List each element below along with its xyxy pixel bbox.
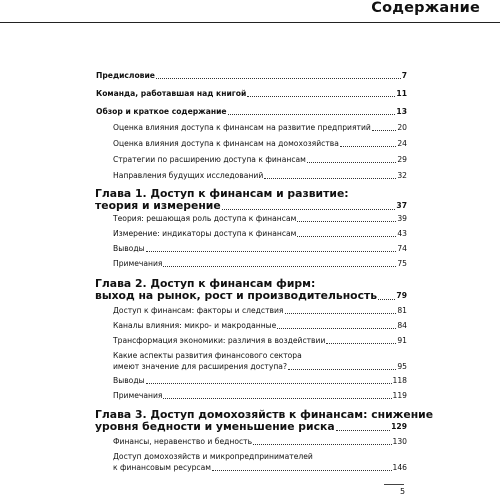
dot-leader	[372, 130, 396, 131]
toc-entry-page: 95	[397, 362, 407, 371]
toc-subentry	[113, 436, 407, 447]
toc-subentry	[113, 390, 407, 401]
toc-entry-page: 118	[392, 376, 407, 385]
footer-rule	[384, 484, 404, 485]
dot-leader	[247, 96, 395, 97]
toc-entry-label: Предисловие	[96, 71, 155, 80]
toc-chapter-3	[95, 408, 434, 433]
dot-leader	[277, 328, 396, 329]
toc-entry-page: 43	[397, 229, 407, 238]
toc-entry-label: Примечания	[113, 391, 163, 400]
page-title: Содержание	[371, 0, 480, 16]
toc-entry-page: 39	[397, 214, 407, 223]
dot-leader	[146, 251, 397, 252]
toc-entry-label: Выводы	[113, 244, 145, 253]
toc-entry-page: 29	[397, 155, 407, 164]
chapter-title-line1: Глава 2. Доступ к финансам фирм:	[95, 277, 316, 290]
toc-subentry	[113, 375, 407, 386]
toc-subentry	[113, 243, 407, 254]
toc-entry-page: 13	[396, 107, 407, 116]
toc-subentry	[113, 305, 407, 316]
chapter-page: 79	[396, 291, 407, 300]
chapter-title-line2: выход на рынок, рост и производительность	[95, 289, 378, 302]
chapter-page: 129	[391, 422, 407, 431]
toc-entry-page: 32	[397, 171, 407, 180]
toc-entry-label: Оценка влияния доступа к финансам на развитие предприятий	[113, 123, 371, 132]
chapter-page: 37	[396, 201, 407, 210]
chapter-title-line2: уровня бедности и уменьшение риска	[95, 420, 335, 433]
toc-entry-overview	[96, 106, 407, 117]
toc-entry-page: 146	[392, 463, 407, 472]
dot-leader	[288, 369, 396, 370]
dot-leader	[163, 266, 396, 267]
toc-subentry	[113, 170, 407, 181]
toc-entry-page: 11	[396, 89, 407, 98]
dot-leader	[156, 78, 401, 79]
toc-entry-page: 75	[397, 259, 407, 268]
toc-subentry	[113, 350, 407, 372]
toc-entry-page: 91	[397, 336, 407, 345]
toc-chapter-1	[95, 188, 407, 212]
dot-leader	[340, 146, 396, 147]
dot-leader	[163, 398, 391, 399]
toc-entry-label: Выводы	[113, 376, 145, 385]
toc-subentry	[113, 335, 407, 346]
toc-entry-label-cont: к финансовым ресурсам	[113, 463, 211, 472]
toc-entry-page: 130	[392, 437, 407, 446]
toc-entry-label: Команда, работавшая над книгой	[96, 89, 247, 98]
toc-entry-page: 119	[392, 391, 407, 400]
dot-leader	[297, 221, 396, 222]
toc-subentry	[113, 451, 407, 473]
chapter-title-line1: Глава 1. Доступ к финансам и развитие:	[95, 187, 349, 200]
dot-leader	[297, 236, 396, 237]
dot-leader	[228, 114, 396, 115]
dot-leader	[378, 299, 395, 300]
toc-entry-label: Каналы влияния: микро- и макроданные	[113, 321, 277, 330]
toc-entry-label: Доступ к финансам: факторы и следствия	[113, 306, 284, 315]
toc-entry-label: Трансформация экономики: различия в воздействии	[113, 336, 326, 345]
toc-chapter-2	[95, 278, 407, 302]
dot-leader	[212, 470, 392, 471]
toc-entry-label: Оценка влияния доступа к финансам на домохозяйства	[113, 139, 339, 148]
toc-entry-page: 24	[397, 139, 407, 148]
toc-entry-label-cont: имеют значение для расширения доступа?	[113, 362, 287, 371]
toc-subentry	[113, 154, 407, 165]
dot-leader	[307, 162, 396, 163]
dot-leader	[222, 209, 396, 210]
toc-subentry	[113, 122, 407, 133]
toc-entry-label: Теория: решающая роль доступа к финансам	[113, 214, 297, 223]
toc-entry-label: Какие аспекты развития финансового сектора	[113, 351, 302, 360]
toc-entry-team	[96, 88, 407, 99]
toc-entry-page: 7	[401, 71, 407, 80]
dot-leader	[285, 313, 397, 314]
toc-entry-page: 74	[397, 244, 407, 253]
toc-subentry	[113, 138, 407, 149]
dot-leader	[253, 444, 391, 445]
toc-entry-preface	[96, 70, 407, 81]
toc-entry-label: Финансы, неравенство и бедность	[113, 437, 253, 446]
toc-entry-label: Примечания	[113, 259, 163, 268]
toc-subentry	[113, 213, 407, 224]
toc-subentry	[113, 228, 407, 239]
toc-entry-page: 81	[397, 306, 407, 315]
toc-entry-page: 84	[397, 321, 407, 330]
dot-leader	[146, 383, 392, 384]
toc-entry-label: Измерение: индикаторы доступа к финансам	[113, 229, 297, 238]
chapter-title-line2: теория и измерение	[95, 199, 221, 212]
toc-entry-label: Направления будущих исследований	[113, 171, 264, 180]
dot-leader	[264, 178, 396, 179]
toc-entry-label: Обзор и краткое содержание	[96, 107, 227, 116]
page-number: 5	[400, 487, 406, 496]
toc-entry-label: Стратегии по расширению доступа к финансам	[113, 155, 306, 164]
toc-subentry	[113, 258, 407, 269]
chapter-title-line1: Глава 3. Доступ домохозяйств к финансам: снижение	[95, 408, 434, 421]
toc-entry-label: Доступ домохозяйств и микропредпринимателей	[113, 452, 313, 461]
toc-subentry	[113, 320, 407, 331]
toc-entry-page: 20	[397, 123, 407, 132]
dot-leader	[336, 430, 391, 431]
dot-leader	[326, 343, 396, 344]
